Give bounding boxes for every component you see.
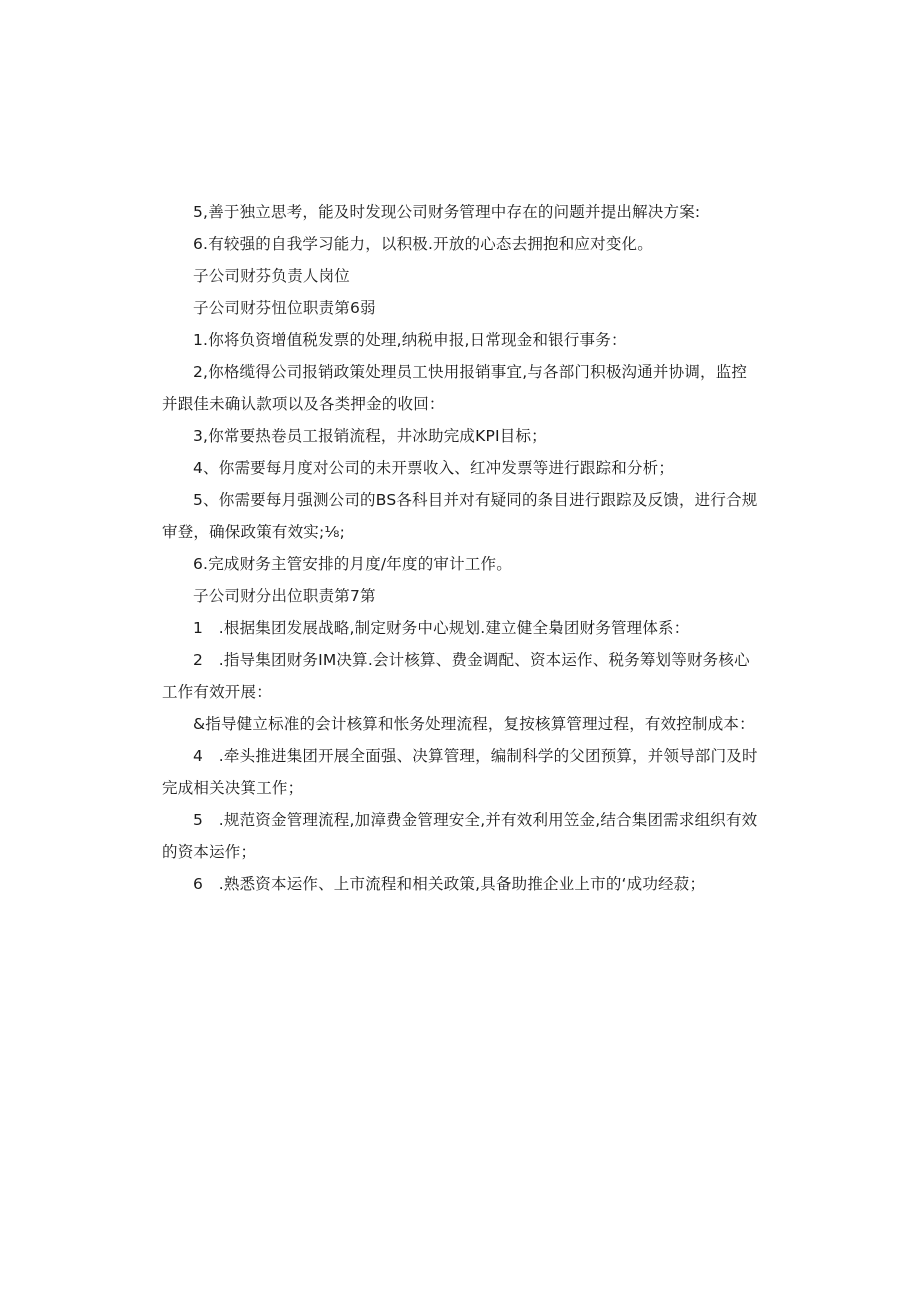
- section-heading: 子公司财芬负责人岗位: [193, 267, 351, 285]
- section-heading: 子公司财芬忸位职责第6弱: [193, 299, 376, 317]
- paragraph: 5,善于独立思考，能及时发现公司财务管理中存在的问题并提出解决方案:: [193, 203, 701, 221]
- paragraph: 4 .牵头推进集团开展全面强、决算管理，编制科学的父团预算，并领导部门及时完成相关决箕工作；: [162, 747, 758, 797]
- paragraph: 2,你格缆得公司报销政策处理员工快用报销事宜,与各部门积极沟通并协调，监控并跟佳未确认款项以及各类押金的收回：: [162, 363, 748, 413]
- paragraph: &指导健立标准的会计核算和怅务处理流程，复按核算管理过程，有效控制成本：: [193, 715, 755, 733]
- paragraph: 3,你常要热卷员工报销流程，井冰助完成KPI目标；: [193, 427, 547, 445]
- document-body: [162, 196, 762, 900]
- paragraph: 6.有较强的自我学习能力，以积极.开放的心态去拥抱和应对变化。: [193, 235, 653, 253]
- paragraph: 2 .指导集团财务IM决算.会计核算、费金调配、资本运作、税务筹划等财务核心工作有效开展：: [162, 651, 750, 701]
- paragraph: 6.完成财务主管安排的月度/年度的审计工作。: [193, 555, 512, 573]
- paragraph: 6 .熟悉资本运作、上市流程和相关政策,具备助推企业上市的‘成功经菽；: [193, 875, 706, 893]
- paragraph: 4、你需要每月度对公司的未开票收入、红冲发票等进行跟踪和分析；: [193, 459, 675, 477]
- section-heading: 子公司财分出位职责第7第: [193, 587, 376, 605]
- paragraph: 1.你将负资增值税发票的处理,纳税申报,日常现金和银行事务：: [193, 331, 627, 349]
- paragraph: 5、你需要每月强测公司的BS各科目并对有疑同的条目进行跟踪及反馈，进行合规审登，确保政策有效实;⅛;: [162, 491, 758, 541]
- paragraph: 5 .规范资金管理流程,加漳费金管理安全,并有效利用笠金,结合集团需求组织有效的资本运作；: [162, 811, 758, 861]
- paragraph: 1 .根据集团发展战略,制定财务中心规划.建立健全梟团财务管理体系：: [193, 619, 690, 637]
